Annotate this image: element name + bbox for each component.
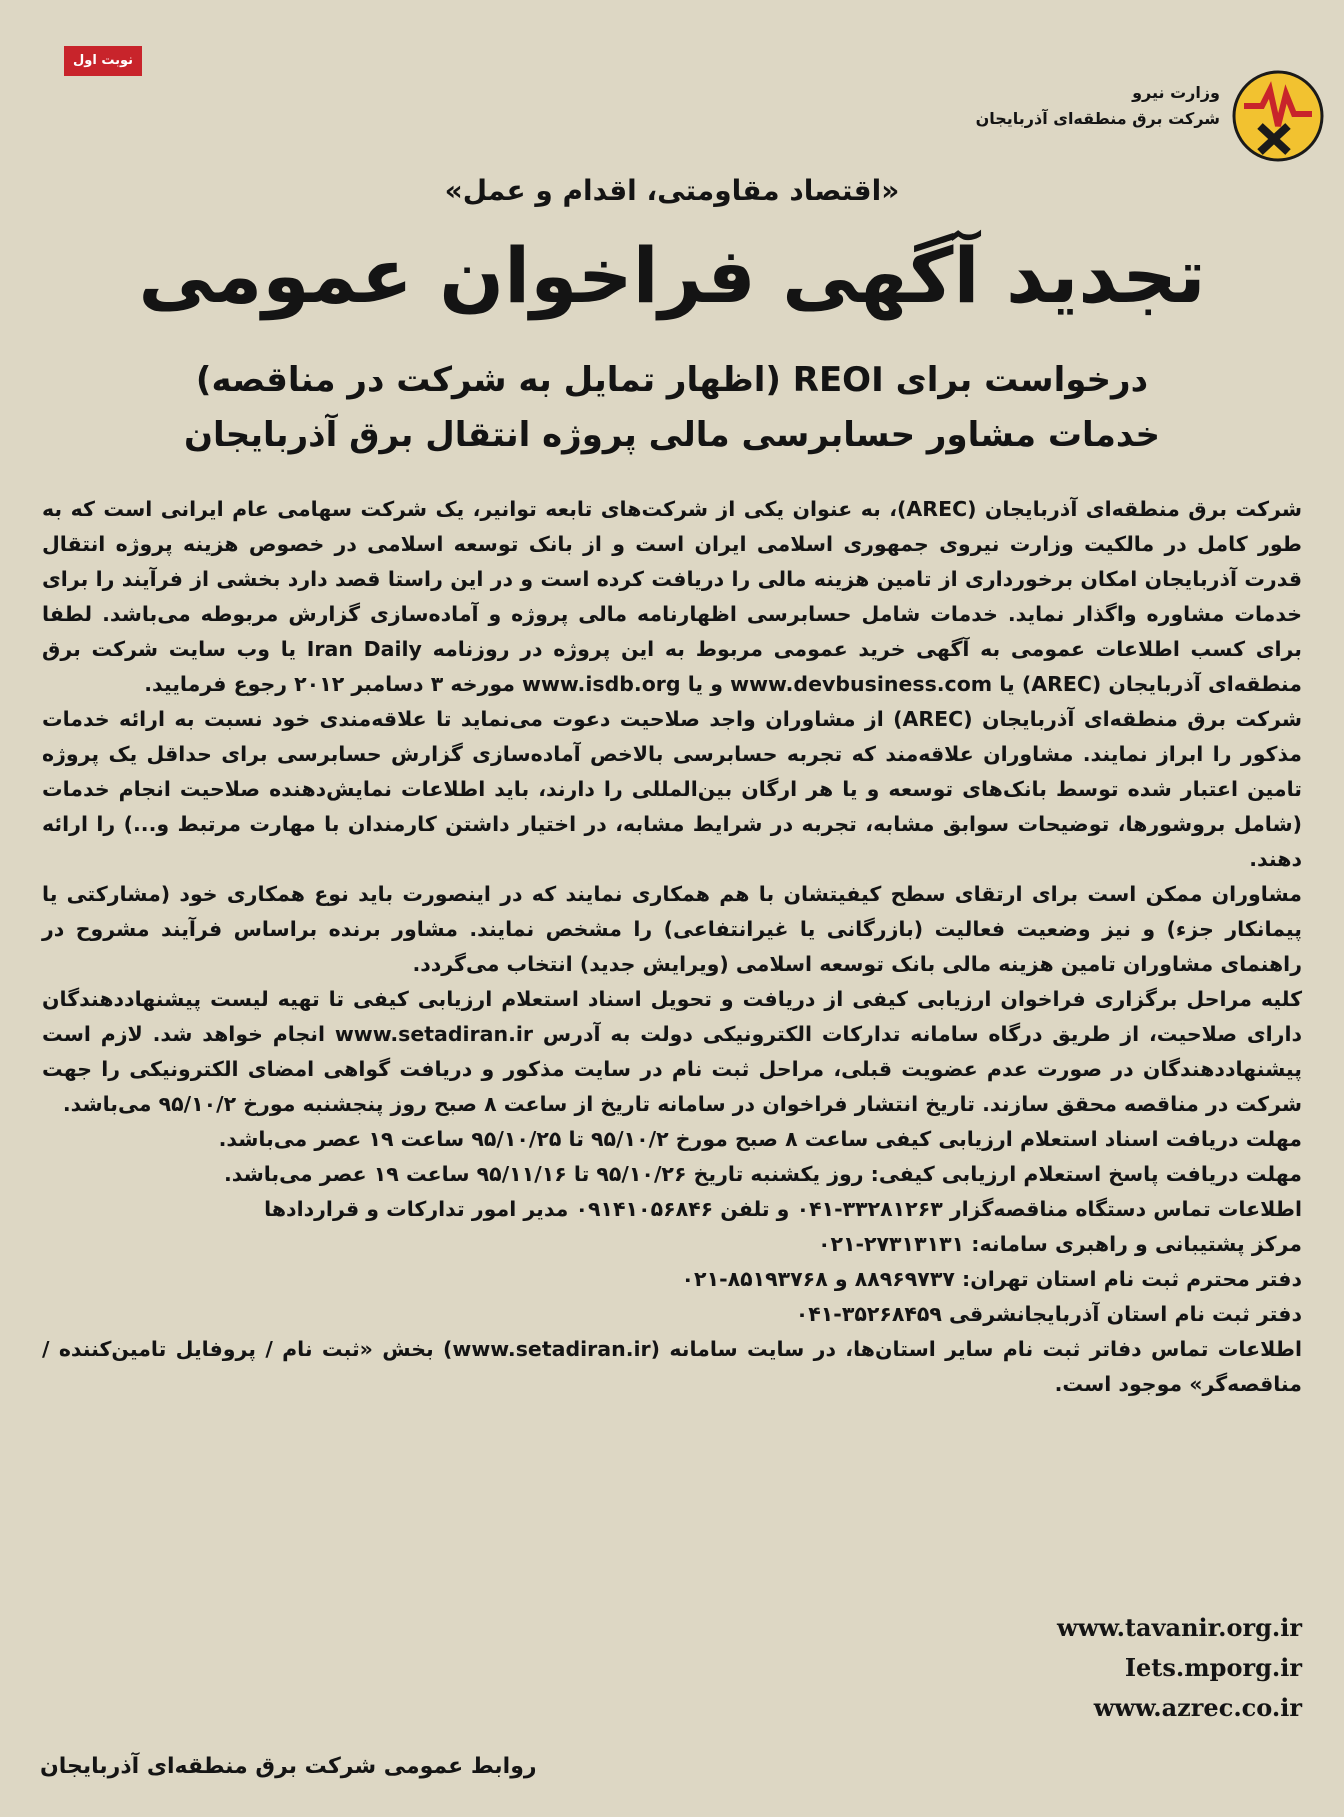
- badge-first-publication: نوبت اول: [64, 46, 142, 76]
- line-other-offices: اطلاعات تماس دفاتر ثبت نام سایر استان‌ها، در سایت سامانه (www.setadiran.ir) بخش «ثبت نام / پروفایل تامین‌کننده / مناقصه‌گر» موجود است.: [42, 1337, 1303, 1396]
- website-url[interactable]: www.azrec.co.ir: [1093, 1693, 1302, 1722]
- paragraph-process: کلیه مراحل برگزاری فراخوان ارزیابی کیفی از دریافت و تحویل اسناد استعلام ارزیابی کیفی تا تهیه لیست پیشنهاددهندگان دارای صلاحیت، از طریق درگاه سامانه تدارکات الکترونیکی دولت به آدرس www.setadiran.ir انجام خواهد شد. لازم است پیشنهاددهندگان در صورت عدم عضویت قبلی، مراحل ثبت نام در سایت مذکور و دریافت گواهی امضای الکترونیکی را جهت شرکت در مناقصه محقق سازند. تاریخ انتشار فراخوان در سامانه تاریخ از ساعت ۸ صبح روز پنجشنبه مورخ ۹۵/۱۰/۲ می‌باشد.: [42, 987, 1302, 1116]
- body-text: [42, 492, 1302, 1402]
- website-url[interactable]: Iets.mporg.ir: [1124, 1653, 1302, 1682]
- website-url[interactable]: www.tavanir.org.ir: [1057, 1613, 1302, 1642]
- slogan: «اقتصاد مقاومتی، اقدام و عمل»: [444, 174, 900, 207]
- page-title: تجدید آگهی فراخوان عمومی: [138, 231, 1206, 320]
- paragraph-invitation: شرکت برق منطقه‌ای آذربایجان (AREC) از مشاوران واجد صلاحیت دعوت می‌نماید تا علاقه‌مندی خود نسبت به ارائه خدمات مذکور را ابراز نمایند. مشاوران علاقه‌مند که تجربه حسابرسی بالاخص آماده‌سازی گزارش حسابرسی برای حداقل یک پروژه تامین اعتبار شده توسط بانک‌های توسعه و یا هر ارگان بین‌المللی را دارند، باید اطلاعات نمایش‌دهنده صلاحیت انجام خدمات (شامل بروشورها، توضیحات سوابق مشابه، تجربه در شرایط مشابه، در اختیار داشتن کارمندان با مهارت مرتبط و...) را ارائه دهند.: [42, 707, 1302, 871]
- website-list: [1057, 1608, 1302, 1728]
- company-logo-icon: [1232, 70, 1324, 162]
- subtitle-service: خدمات مشاور حسابرسی مالی پروژه انتقال برق آذربایجان: [183, 415, 1161, 455]
- paragraph-intro: شرکت برق منطقه‌ای آذربایجان (AREC)، به عنوان یکی از شرکت‌های تابعه توانیر، یک شرکت سهامی عام ایرانی است که به طور کامل در مالکیت وزارت نیروی جمهوری اسلامی ایران است و از بانک توسعه اسلامی در خصوص هزینه پروژه انتقال قدرت آذربایجان امکان برخورداری از تامین هزینه مالی را دریافت کرده است و در این راستا قصد دارد بخشی از فرآیند را برای خدمات مشاوره واگذار نماید. خدمات شامل حسابرسی اظهارنامه مالی پروژه و آماده‌سازی گزارش مربوطه می‌باشد. لطفا برای کسب اطلاعات عمومی به آگهی خرید عمومی مربوط به این پروژه در روزنامه Iran Daily یا وب سایت شرکت برق منطقه‌ای آذربایجان (AREC) یا www.devbusiness.com و یا www.isdb.org مورخه ۳ دسامبر ۲۰۱۲ رجوع فرمایید.: [42, 497, 1303, 696]
- line-azarbaijan-office: دفتر ثبت نام استان آذربایجانشرقی ۳۵۲۶۸۴۵۹-۰۴۱: [795, 1302, 1302, 1326]
- line-support-center: مرکز پشتیبانی و راهبری سامانه: ۲۷۳۱۳۱۳۱-۰۲۱: [817, 1232, 1302, 1256]
- line-response-deadline: مهلت دریافت پاسخ استعلام ارزیابی کیفی: روز یکشنبه تاریخ ۹۵/۱۰/۲۶ تا ۹۵/۱۱/۱۶ ساعت ۱۹ عصر می‌باشد.: [223, 1162, 1302, 1186]
- subtitle-reoi: درخواست برای REOI (اظهار تمایل به شرکت در مناقصه): [195, 360, 1149, 400]
- ministry-name: وزارت نیرو: [1132, 83, 1220, 102]
- footer-signature: روابط عمومی شرکت برق منطقه‌ای آذربایجان: [40, 1754, 537, 1779]
- line-contact-info: اطلاعات تماس دستگاه مناقصه‌گزار ۳۳۲۸۱۲۶۳-۰۴۱ و تلفن ۰۹۱۴۱۰۵۶۸۴۶ مدیر امور تدارکات و قراردادها: [264, 1197, 1302, 1221]
- company-name: شرکت برق منطقه‌ای آذربایجان: [975, 109, 1220, 128]
- line-document-deadline: مهلت دریافت اسناد استعلام ارزیابی کیفی ساعت ۸ صبح مورخ ۹۵/۱۰/۲ تا ۹۵/۱۰/۲۵ ساعت ۱۹ عصر می‌باشد.: [218, 1127, 1302, 1151]
- organization-block: [920, 80, 1220, 132]
- line-tehran-office: دفتر محترم ثبت نام استان تهران: ۸۸۹۶۹۷۳۷ و ۸۵۱۹۳۷۶۸-۰۲۱: [681, 1267, 1302, 1291]
- paragraph-association: مشاوران ممکن است برای ارتقای سطح کیفیتشان با هم همکاری نمایند که در اینصورت باید نوع همکاری خود (مشارکتی یا پیمانکار جزء) و نیز وضعیت فعالیت (بازرگانی یا غیرانتفاعی) را مشخص نمایند. مشاور برنده براساس فرآیند مشروح در راهنمای مشاوران تامین هزینه مالی بانک توسعه اسلامی (ویرایش جدید) انتخاب می‌گردد.: [42, 882, 1302, 976]
